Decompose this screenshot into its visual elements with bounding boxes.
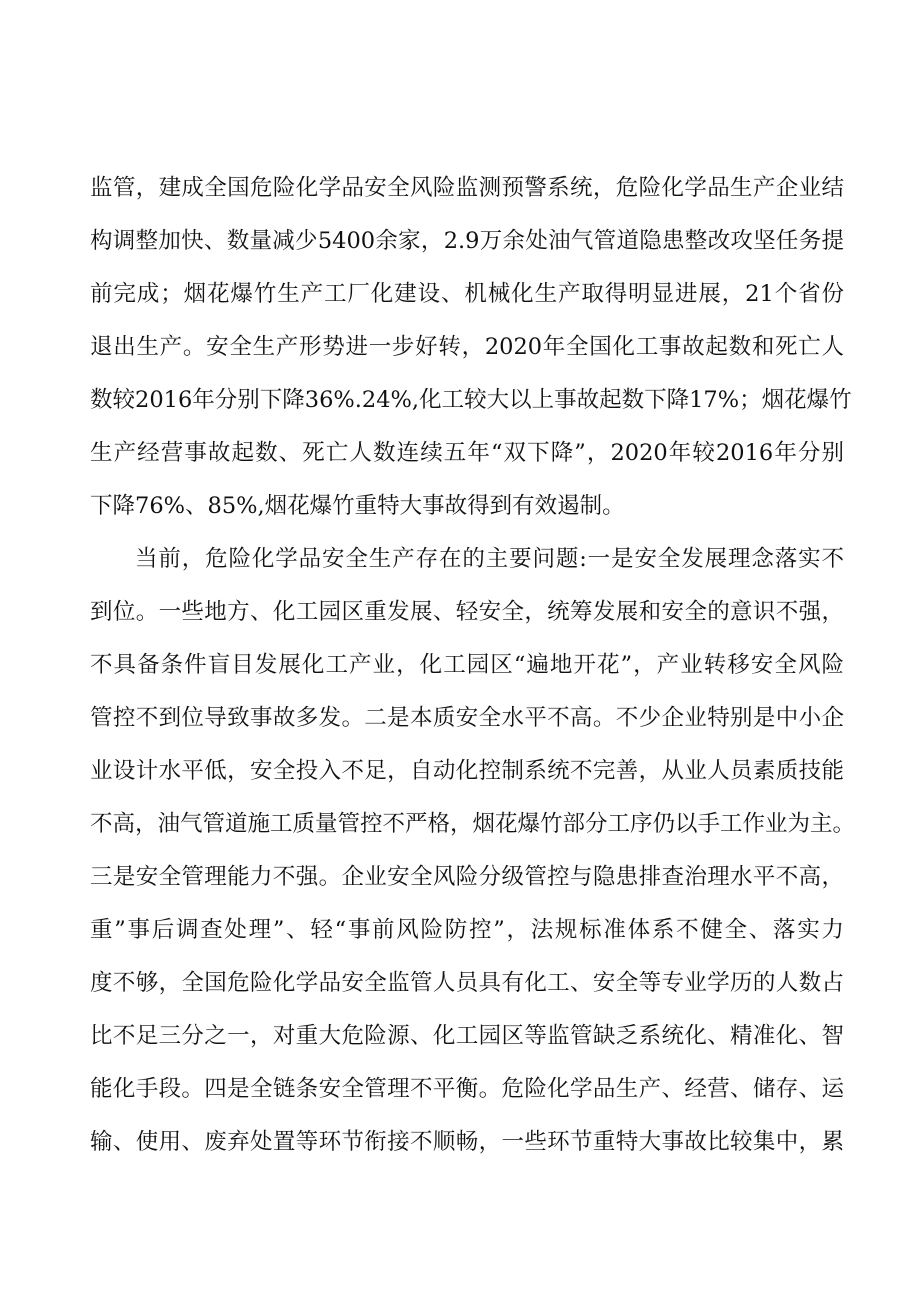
text-line: 退出生产。安全生产形势进一步好转，2020年全国化工事故起数和死亡人 xyxy=(90,334,844,360)
text-line: 比不足三分之一，对重大危险源、化工园区等监管缺乏系统化、精准化、智 xyxy=(90,1023,844,1049)
text-line: 三是安全管理能力不强。企业安全风险分级管控与隐患排查治理水平不高， xyxy=(90,864,844,890)
text-line: 构调整加快、数量减少5400余家，2.9万余处油气管道隐患整改攻坚任务提 xyxy=(90,228,844,254)
text-line: 数较2016年分别下降36%.24%,化工较大以上事故起数下降17%；烟花爆竹 xyxy=(90,387,852,413)
text-line: 输、使用、废弃处置等环节衔接不顺畅，一些环节重特大事故比较集中，累 xyxy=(90,1129,844,1155)
text-line: 到位。一些地方、化工园区重发展、轻安全，统筹发展和安全的意识不强， xyxy=(90,599,844,625)
text-line: 业设计水平低，安全投入不足，自动化控制系统不完善，从业人员素质技能 xyxy=(90,758,844,784)
text-line: 不高，油气管道施工质量管控不严格，烟花爆竹部分工序仍以手工作业为主。 xyxy=(90,811,856,837)
text-line: 监管，建成全国危险化学品安全风险监测预警系统，危险化学品生产企业结 xyxy=(90,175,844,201)
text-line: 管控不到位导致事故多发。二是本质安全水平不高。不少企业特别是中小企 xyxy=(90,705,844,731)
text-line: 度不够，全国危险化学品安全监管人员具有化工、安全等专业学历的人数占 xyxy=(90,970,844,996)
text-line: 下降76%、85%,烟花爆竹重特大事故得到有效遏制。 xyxy=(90,493,625,519)
text-line: 生产经营事故起数、死亡人数连续五年“双下降”，2020年较2016年分别 xyxy=(90,440,844,466)
text-line: 前完成；烟花爆竹生产工厂化建设、机械化生产取得明显进展，21个省份 xyxy=(90,281,844,307)
text-line: 能化手段。四是全链条安全管理不平衡。危险化学品生产、经营、储存、运 xyxy=(90,1076,844,1102)
text-line: 不具备条件盲目发展化工产业，化工园区“遍地开花”，产业转移安全风险 xyxy=(90,652,844,678)
text-line: 重”事后调查处理”、轻“事前风险防控”，法规标准体系不健全、落实力 xyxy=(90,917,844,943)
text-line: 当前，危险化学品安全生产存在的主要问题:一是安全发展理念落实不 xyxy=(135,546,844,572)
